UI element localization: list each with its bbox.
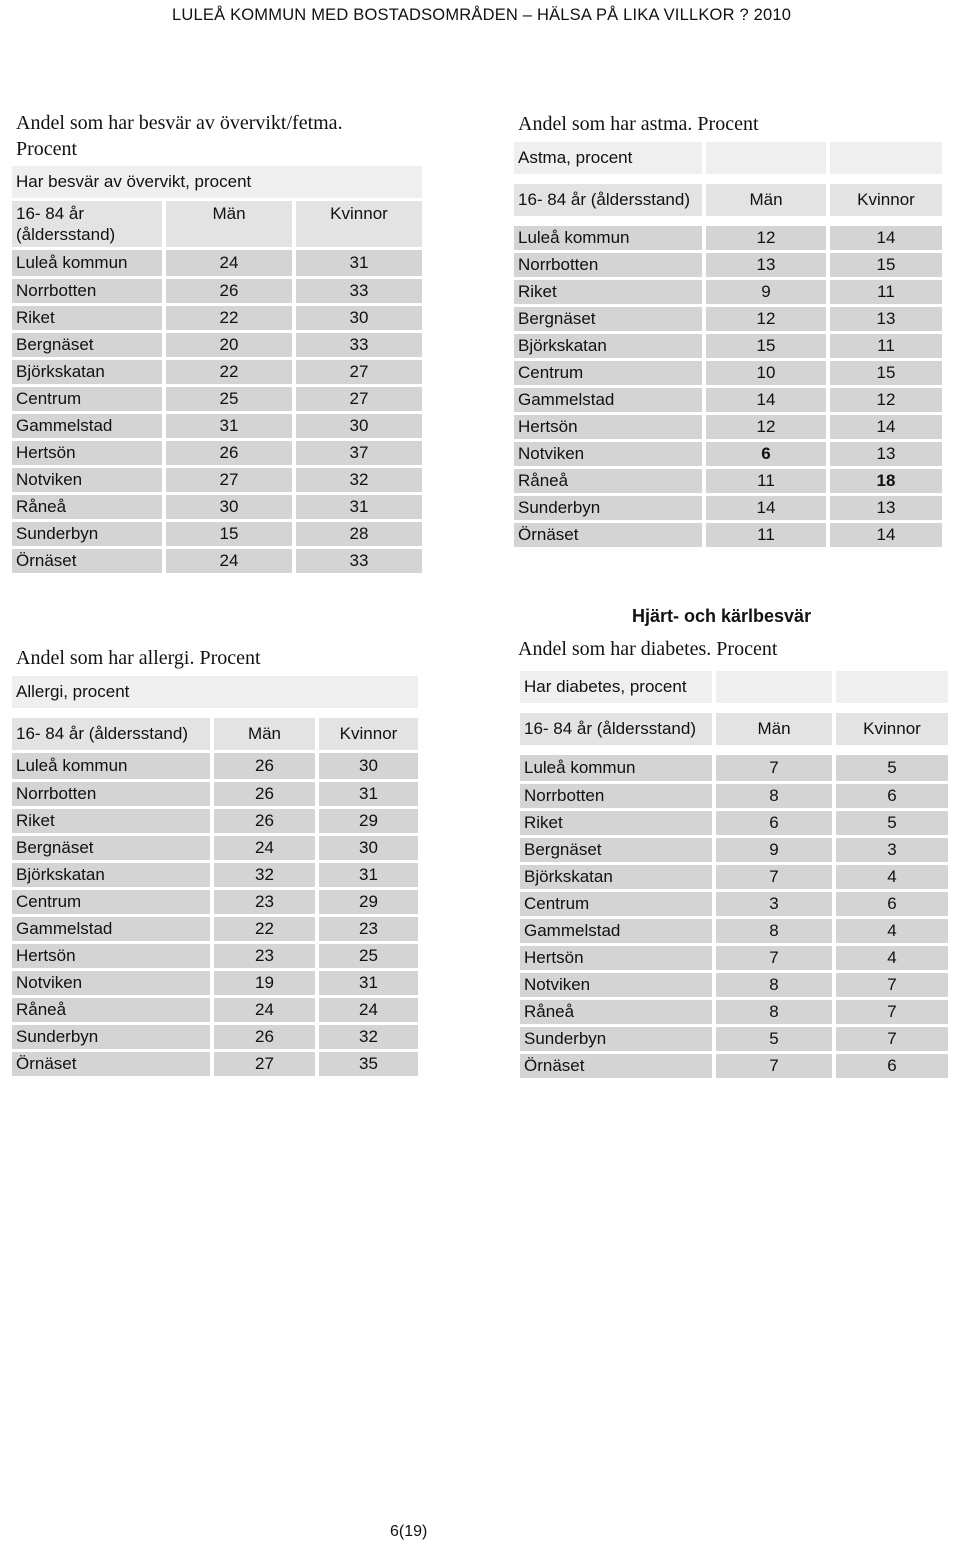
row-area: Hertsön — [520, 946, 712, 970]
row-area: Örnäset — [520, 1054, 712, 1078]
table-row — [12, 782, 418, 806]
row-kvinnor-value: 31 — [296, 495, 422, 519]
row-man-value: 9 — [706, 280, 826, 304]
spacer — [514, 177, 942, 181]
row-man-value: 24 — [166, 250, 292, 276]
row-area: Bergnäset — [520, 838, 712, 862]
row-area: Hertsön — [12, 944, 210, 968]
row-area: Norrbotten — [12, 782, 210, 806]
row-area: Björkskatan — [520, 865, 712, 889]
row-kvinnor-value: 30 — [296, 306, 422, 330]
table-row — [520, 838, 948, 862]
row-kvinnor-value: 12 — [830, 388, 942, 412]
row-area: Luleå kommun — [12, 250, 162, 276]
table-row — [514, 226, 942, 250]
table-row — [12, 998, 418, 1022]
row-area: Örnäset — [12, 549, 162, 573]
col-label — [12, 201, 162, 247]
overvikt-title-line1: Andel som har besvär av övervikt/fetma. — [16, 112, 343, 134]
row-area: Riket — [520, 811, 712, 835]
diabetes-table — [516, 668, 952, 1081]
row-area: Centrum — [520, 892, 712, 916]
row-area: Norrbotten — [12, 279, 162, 303]
row-area: Sunderbyn — [514, 496, 702, 520]
row-kvinnor-value: 29 — [319, 890, 418, 914]
row-area: Hertsön — [514, 415, 702, 439]
table-row — [12, 250, 422, 276]
table-row — [12, 890, 418, 914]
table-row — [12, 522, 422, 546]
row-area: Notviken — [520, 973, 712, 997]
row-man-value: 24 — [214, 998, 315, 1022]
row-area: Örnäset — [514, 523, 702, 547]
row-area: Bergnäset — [12, 333, 162, 357]
row-man-value: 26 — [214, 782, 315, 806]
table-row — [514, 307, 942, 331]
row-kvinnor-value: 4 — [836, 865, 948, 889]
table-row — [12, 387, 422, 411]
row-kvinnor-value: 6 — [836, 1054, 948, 1078]
overvikt-rows — [12, 250, 422, 573]
row-man-value: 8 — [716, 1000, 832, 1024]
row-area: Björkskatan — [12, 863, 210, 887]
row-kvinnor-value: 33 — [296, 549, 422, 573]
row-man-value: 32 — [214, 863, 315, 887]
row-man-value: 8 — [716, 973, 832, 997]
table-row — [520, 755, 948, 781]
row-area: Notviken — [12, 971, 210, 995]
row-kvinnor-value: 3 — [836, 838, 948, 862]
row-man-value: 22 — [166, 306, 292, 330]
col-kvinnor: Kvinnor — [830, 184, 942, 216]
table-caption-row — [514, 142, 942, 174]
row-kvinnor-value: 25 — [319, 944, 418, 968]
astma-title: Andel som har astma. Procent — [518, 113, 759, 135]
row-area: Sunderbyn — [12, 1025, 210, 1049]
table-row — [12, 495, 422, 519]
row-kvinnor-value: 15 — [830, 361, 942, 385]
col-label: 16- 84 år (åldersstand) — [12, 718, 210, 750]
table-row — [520, 973, 948, 997]
table-row — [520, 811, 948, 835]
row-area: Gammelstad — [12, 917, 210, 941]
table-row — [514, 523, 942, 547]
row-man-value: 20 — [166, 333, 292, 357]
col-man: Män — [716, 713, 832, 745]
caption-blank — [706, 142, 826, 174]
row-man-value: 8 — [716, 784, 832, 808]
diabetes-rows — [520, 755, 948, 1078]
table-caption-row — [520, 671, 948, 703]
row-area: Sunderbyn — [12, 522, 162, 546]
table-row — [12, 306, 422, 330]
row-man-value: 12 — [706, 307, 826, 331]
row-kvinnor-value: 33 — [296, 279, 422, 303]
table-row — [514, 442, 942, 466]
row-area: Gammelstad — [12, 414, 162, 438]
row-man-value: 7 — [716, 1054, 832, 1078]
table-row — [12, 1052, 418, 1076]
row-man-value: 15 — [706, 334, 826, 358]
col-kvinnor: Kvinnor — [836, 713, 948, 745]
table-row — [514, 253, 942, 277]
table-row — [520, 1000, 948, 1024]
col-label: 16- 84 år (åldersstand) — [520, 713, 712, 745]
row-man-value: 26 — [166, 279, 292, 303]
table-row — [514, 334, 942, 358]
table-row — [520, 919, 948, 943]
astma-table — [510, 139, 946, 550]
row-area: Örnäset — [12, 1052, 210, 1076]
row-kvinnor-value: 30 — [296, 414, 422, 438]
diabetes-caption: Har diabetes, procent — [520, 671, 712, 703]
caption-blank — [830, 142, 942, 174]
row-area: Björkskatan — [514, 334, 702, 358]
col-kvinnor: Kvinnor — [319, 718, 418, 750]
row-area: Centrum — [514, 361, 702, 385]
row-man-value: 11 — [706, 523, 826, 547]
row-kvinnor-value: 13 — [830, 496, 942, 520]
table-header-row — [12, 718, 418, 750]
row-kvinnor-value: 18 — [830, 469, 942, 493]
spacer-row — [514, 219, 942, 223]
row-area: Gammelstad — [520, 919, 712, 943]
row-kvinnor-value: 32 — [319, 1025, 418, 1049]
row-kvinnor-value: 30 — [319, 836, 418, 860]
hjart-heading: Hjärt- och kärlbesvär — [632, 606, 812, 626]
row-area: Notviken — [12, 468, 162, 492]
caption-blank — [836, 671, 948, 703]
row-kvinnor-value: 14 — [830, 415, 942, 439]
row-man-value: 6 — [716, 811, 832, 835]
row-area: Råneå — [520, 1000, 712, 1024]
row-kvinnor-value: 6 — [836, 892, 948, 916]
overvikt-title — [16, 110, 416, 162]
row-area: Björkskatan — [12, 360, 162, 384]
row-kvinnor-value: 7 — [836, 1000, 948, 1024]
row-area: Bergnäset — [12, 836, 210, 860]
spacer-row — [520, 748, 948, 752]
row-man-value: 19 — [214, 971, 315, 995]
row-area: Gammelstad — [514, 388, 702, 412]
row-man-value: 8 — [716, 919, 832, 943]
col-label-line1: 16- 84 år — [16, 204, 85, 223]
row-man-value: 7 — [716, 865, 832, 889]
row-man-value: 22 — [214, 917, 315, 941]
row-kvinnor-value: 30 — [319, 753, 418, 779]
spacer-row — [12, 711, 418, 715]
row-kvinnor-value: 29 — [319, 809, 418, 833]
row-kvinnor-value: 31 — [319, 782, 418, 806]
col-label-line2: (åldersstand) — [16, 225, 116, 244]
row-man-value: 23 — [214, 890, 315, 914]
allergi-rows — [12, 753, 418, 1076]
row-man-value: 26 — [214, 1025, 315, 1049]
spacer — [514, 219, 942, 223]
table-row — [12, 414, 422, 438]
row-kvinnor-value: 33 — [296, 333, 422, 357]
row-area: Luleå kommun — [520, 755, 712, 781]
table-row — [12, 836, 418, 860]
col-label: 16- 84 år (åldersstand) — [514, 184, 702, 216]
row-kvinnor-value: 27 — [296, 387, 422, 411]
table-row — [12, 753, 418, 779]
table-row — [12, 809, 418, 833]
row-area: Bergnäset — [514, 307, 702, 331]
row-kvinnor-value: 27 — [296, 360, 422, 384]
row-kvinnor-value: 5 — [836, 755, 948, 781]
table-row — [514, 415, 942, 439]
row-kvinnor-value: 5 — [836, 811, 948, 835]
table-row — [12, 360, 422, 384]
table-header-row — [514, 184, 942, 216]
row-area: Hertsön — [12, 441, 162, 465]
row-area: Norrbotten — [520, 784, 712, 808]
row-area: Riket — [12, 306, 162, 330]
table-row — [12, 333, 422, 357]
spacer — [520, 706, 948, 710]
row-man-value: 13 — [706, 253, 826, 277]
row-kvinnor-value: 35 — [319, 1052, 418, 1076]
row-man-value: 15 — [166, 522, 292, 546]
row-kvinnor-value: 31 — [296, 250, 422, 276]
table-header-row — [12, 201, 422, 247]
spacer — [12, 711, 418, 715]
table-row — [12, 944, 418, 968]
table-row — [12, 468, 422, 492]
table-row — [12, 279, 422, 303]
table-row — [12, 1025, 418, 1049]
table-row — [514, 361, 942, 385]
overvikt-title-line2: Procent — [16, 138, 78, 160]
astma-rows — [514, 226, 942, 547]
row-man-value: 3 — [716, 892, 832, 916]
row-man-value: 7 — [716, 755, 832, 781]
row-kvinnor-value: 24 — [319, 998, 418, 1022]
row-kvinnor-value: 7 — [836, 973, 948, 997]
row-kvinnor-value: 28 — [296, 522, 422, 546]
row-kvinnor-value: 32 — [296, 468, 422, 492]
row-area: Notviken — [514, 442, 702, 466]
row-man-value: 24 — [214, 836, 315, 860]
row-man-value: 26 — [214, 809, 315, 833]
overvikt-caption: Har besvär av övervikt, procent — [12, 166, 422, 198]
table-row — [12, 863, 418, 887]
table-row — [520, 865, 948, 889]
table-row — [514, 280, 942, 304]
table-row — [514, 496, 942, 520]
row-man-value: 12 — [706, 226, 826, 250]
allergi-table — [8, 673, 422, 1079]
row-man-value: 14 — [706, 496, 826, 520]
row-kvinnor-value: 11 — [830, 280, 942, 304]
row-kvinnor-value: 7 — [836, 1027, 948, 1051]
row-kvinnor-value: 14 — [830, 523, 942, 547]
row-man-value: 26 — [166, 441, 292, 465]
table-row — [514, 469, 942, 493]
spacer-row — [520, 706, 948, 710]
row-kvinnor-value: 31 — [319, 971, 418, 995]
row-kvinnor-value: 14 — [830, 226, 942, 250]
row-kvinnor-value: 13 — [830, 442, 942, 466]
spacer — [520, 748, 948, 752]
row-area: Luleå kommun — [514, 226, 702, 250]
table-caption-row — [12, 676, 418, 708]
row-man-value: 23 — [214, 944, 315, 968]
row-man-value: 12 — [706, 415, 826, 439]
row-kvinnor-value: 15 — [830, 253, 942, 277]
row-man-value: 31 — [166, 414, 292, 438]
row-kvinnor-value: 4 — [836, 946, 948, 970]
row-area: Råneå — [12, 495, 162, 519]
row-man-value: 9 — [716, 838, 832, 862]
row-area: Riket — [514, 280, 702, 304]
table-caption-row — [12, 166, 422, 198]
table-row — [520, 946, 948, 970]
allergi-title: Andel som har allergi. Procent — [16, 647, 261, 669]
row-kvinnor-value: 6 — [836, 784, 948, 808]
col-kvinnor: Kvinnor — [296, 201, 422, 247]
row-man-value: 7 — [716, 946, 832, 970]
row-man-value: 10 — [706, 361, 826, 385]
row-man-value: 11 — [706, 469, 826, 493]
table-row — [12, 441, 422, 465]
row-man-value: 5 — [716, 1027, 832, 1051]
row-area: Riket — [12, 809, 210, 833]
table-row — [520, 784, 948, 808]
spacer-row — [514, 177, 942, 181]
row-man-value: 25 — [166, 387, 292, 411]
row-area: Råneå — [514, 469, 702, 493]
row-man-value: 27 — [214, 1052, 315, 1076]
row-kvinnor-value: 37 — [296, 441, 422, 465]
row-area: Norrbotten — [514, 253, 702, 277]
table-row — [520, 1027, 948, 1051]
table-row — [12, 971, 418, 995]
row-area: Centrum — [12, 387, 162, 411]
row-area: Centrum — [12, 890, 210, 914]
table-header-row — [520, 713, 948, 745]
table-row — [520, 1054, 948, 1078]
col-man: Män — [706, 184, 826, 216]
row-man-value: 26 — [214, 753, 315, 779]
row-man-value: 6 — [706, 442, 826, 466]
row-man-value: 27 — [166, 468, 292, 492]
row-area: Luleå kommun — [12, 753, 210, 779]
overvikt-table — [8, 163, 426, 576]
row-man-value: 24 — [166, 549, 292, 573]
table-row — [12, 549, 422, 573]
row-kvinnor-value: 4 — [836, 919, 948, 943]
row-kvinnor-value: 13 — [830, 307, 942, 331]
page-number: 6(19) — [390, 1523, 428, 1540]
caption-blank — [716, 671, 832, 703]
row-man-value: 14 — [706, 388, 826, 412]
row-man-value: 22 — [166, 360, 292, 384]
page-header: LULEÅ KOMMUN MED BOSTADSOMRÅDEN – HÄLSA PÅ LIKA VILLKOR ? 2010 — [172, 6, 792, 24]
table-row — [514, 388, 942, 412]
table-row — [12, 917, 418, 941]
row-kvinnor-value: 31 — [319, 863, 418, 887]
row-kvinnor-value: 11 — [830, 334, 942, 358]
astma-caption: Astma, procent — [514, 142, 702, 174]
diabetes-title: Andel som har diabetes. Procent — [518, 638, 778, 660]
row-area: Råneå — [12, 998, 210, 1022]
allergi-caption: Allergi, procent — [12, 676, 418, 708]
table-row — [520, 892, 948, 916]
row-man-value: 30 — [166, 495, 292, 519]
row-area: Sunderbyn — [520, 1027, 712, 1051]
row-kvinnor-value: 23 — [319, 917, 418, 941]
col-man: Män — [166, 201, 292, 247]
col-man: Män — [214, 718, 315, 750]
